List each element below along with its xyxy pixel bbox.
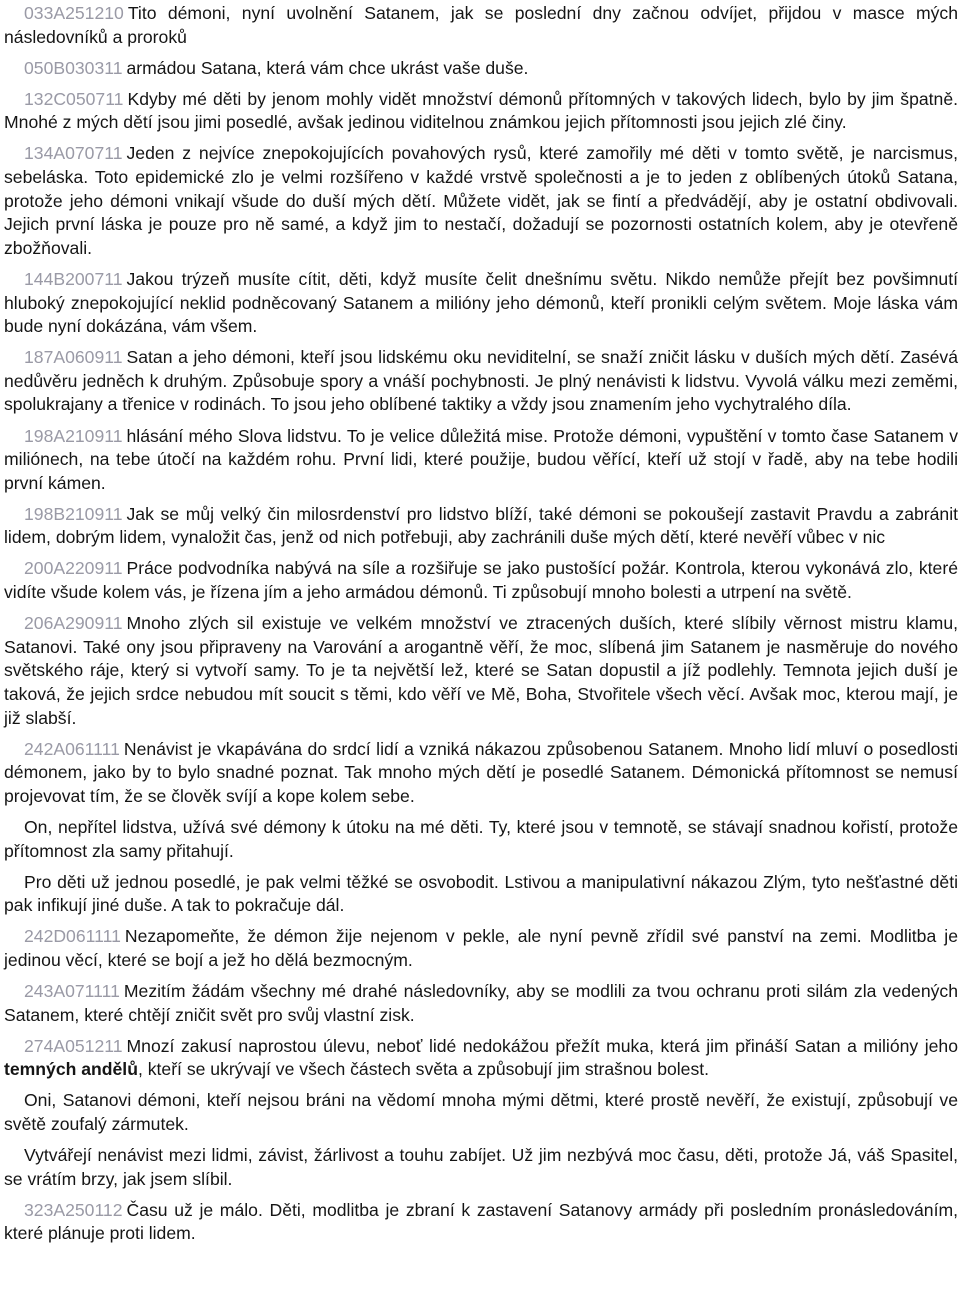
paragraph: [4, 980, 958, 1027]
paragraph-text-continued: , kteří se ukrývají ve všech částech světa a způsobují jim strašnou bolest.: [137, 1059, 710, 1080]
bold-phrase: temných andělů: [4, 1059, 138, 1080]
message-code: 187A060911: [24, 347, 123, 368]
paragraph: [4, 738, 958, 809]
document-page: [4, 2, 958, 1253]
message-code: 050B030311: [24, 57, 123, 78]
message-code: 198A210911: [24, 425, 123, 446]
message-code: 144B200711: [24, 268, 123, 289]
paragraph: [4, 925, 958, 972]
message-code: 274A051211: [24, 1035, 123, 1056]
paragraph: [4, 346, 958, 417]
paragraph-text: Satan a jeho démoni, kteří jsou lidskému oku neviditelní, se snaží zničit lásku v duších mých dětí. Zasévá nedůvěru jedněch k druhým. Způsobuje spory a vnáší pochybnosti. Je plný nenávisti k lidstvu. Vyvolá válku mezi zeměmi, spolukrajany a třenice v rodinách. To jsou jeho oblíbené taktiky a vždy jsou znamením jeho vychytralého díla.: [4, 347, 958, 415]
paragraph-text: Jak se můj velký čin milosrdenství pro lidstvo blíží, také démoni se pokoušejí zastavit Pravdu a zabránit lidem, dobrým lidem, vynaložit čas, jenž od nich potřebuji, aby zachránili duše mých dětí, které nevěří vůbec v nic: [4, 503, 958, 548]
paragraph: [4, 557, 958, 604]
paragraph-text: Práce podvodníka nabývá na síle a rozšiřuje se jako pustošící požár. Kontrola, kterou vykonává zlo, které vidíte všude kolem vás, je řízena jím a jeho armádou démonů. Ti způsobují mnoho bolesti a utrpení na světě.: [4, 558, 958, 603]
paragraph-text: hlásání mého Slova lidstvu. To je velice důležitá mise. Protože démoni, vypuštění v tomto čase Satanem v miliónech, na tebe útočí na každém rohu. První lidi, které použije, budou věřící, kteří už stojí v řadě, aby na tebe hodili první kámen.: [4, 425, 958, 493]
message-code: 242A061111: [24, 738, 120, 759]
message-code: 242D061111: [24, 926, 121, 947]
paragraph-text: Oni, Satanovi démoni, kteří nejsou bráni na vědomí mnoha mými dětmi, které prostě nevěří, že existují, způsobují ve světě zoufalý zármutek.: [4, 1090, 958, 1134]
paragraph-text: armádou Satana, která vám chce ukrást vaše duše.: [126, 57, 529, 78]
paragraph: [4, 88, 958, 135]
paragraph-text: On, nepřítel lidstva, užívá své démony k útoku na mé děti. Ty, které jsou v temnotě, se stávají snadnou kořistí, protože přítomnost zla samy přitahují.: [4, 816, 958, 861]
paragraph-text: Jeden z nejvíce znepokojujících povahových rysů, které zamořily mé děti v tomto světě, je narcismus, sebeláska. Toto epidemické zlo je velmi rozšířeno v každé vrstvě společnosti a je to jeden z oblíbených útoků Satana, protože jeho démoni vnikají všude do duší mých dětí. Můžete vidět, jak se fintí a předvádějí, aby je ostatní obdivovali. Jejich první láska je pouze pro ně samé, a když jim to nestačí, dožadují se pozornosti ostatních kolem, aby je otevřeně zbožňovali.: [4, 143, 958, 258]
paragraph-text: Mezitím žádám všechny mé drahé následovníky, aby se modlili za tvou ochranu proti silám zla vedených Satanem, které chtějí zničit svět pro svůj vlastní zisk.: [4, 980, 958, 1025]
message-code: 134A070711: [24, 143, 123, 164]
paragraph-text: Kdyby mé děti by jenom mohly vidět množství démonů přítomných v takových lidech, bylo by jim špatně. Mnohé z mých dětí jsou jimi posedlé, avšak jedinou viditelnou známkou jejich přítomnosti jsou jejich zlé činy.: [4, 88, 958, 133]
message-code: 200A220911: [24, 558, 123, 579]
paragraph: [4, 1089, 958, 1136]
message-code: 323A250112: [24, 1199, 123, 1220]
message-code: 243A071111: [24, 980, 120, 1001]
paragraph-text: Jakou trýzeň musíte cítit, děti, když musíte čelit dnešnímu světu. Nikdo nemůže přejít bez povšimnutí hluboký znepokojující neklid podněcovaný Satanem a milióny jeho démonů, kteří pronikli celým světem. Moje láska vám bude nyní dokázána, vám všem.: [4, 268, 958, 337]
message-code: 033A251210: [24, 3, 124, 23]
paragraph: [4, 1199, 958, 1246]
paragraph-text: Mnoho zlých sil existuje ve velkém množství ve ztracených duších, které slíbily věrnost mistru klamu, Satanovi. Také ony jsou připraveny na Varování a arogantně věří, že moc, slíbená jim Satanem je nasměruje do nového světského ráje, který si vytvoří samy. To je ta největší lež, které se Satan dopustil a jíž podlehly. Temnota jejich duší je taková, že jejich srdce nebudou mít soucit s těmi, kdo věří ve Mě, Boha, Stvořitele všech věcí. Avšak moc, kterou mají, je již slabší.: [4, 613, 958, 728]
paragraph: [4, 142, 958, 260]
message-code: 198B210911: [24, 503, 123, 524]
paragraph-text: Nenávist je vkapávána do srdcí lidí a vzniká nákazou způsobenou Satanem. Mnoho lidí mluví o posedlosti démonem, jako by to bylo snadné poznat. Tak mnoho mých dětí je posedlé Satanem. Démonická přítomnost se nemusí projevovat tím, že se člověk svíjí a kope kolem sebe.: [4, 738, 958, 806]
paragraph: [4, 816, 958, 863]
paragraph: [4, 2, 958, 49]
paragraph-text: Času už je málo. Děti, modlitba je zbraní k zastavení Satanovy armády při posledním pronásledováním, které plánuje proti lidem.: [4, 1199, 958, 1244]
message-code: 206A290911: [24, 613, 123, 634]
paragraph-text: Vytvářejí nenávist mezi lidmi, závist, žárlivost a touhu zabíjet. Už jim nezbývá moc času, děti, protože Já, váš Spasitel, se vrátím brzy, jak jsem slíbil.: [4, 1145, 958, 1189]
paragraph: [4, 1035, 958, 1082]
paragraph: [4, 1144, 958, 1191]
paragraph-text: Tito démoni, nyní uvolnění Satanem, jak se poslední dny začnou odvíjet, přijdou v masce mých následovníků a proroků: [4, 3, 958, 47]
paragraph: [4, 57, 958, 81]
paragraph-text: Nezapomeňte, že démon žije nejenom v pekle, ale nyní pevně zřídil své panství na zemi. Modlitba je jedinou věcí, které se bojí a jež ho dělá bezmocným.: [4, 926, 958, 970]
paragraph: [4, 268, 958, 339]
message-code: 132C050711: [24, 88, 124, 109]
paragraph: [4, 612, 958, 730]
paragraph-text: Pro děti už jednou posedlé, je pak velmi těžké se osvobodit. Lstivou a manipulativní nákazou Zlým, tyto nešťastné děti pak infikují jiné duše. A tak to pokračuje dál.: [4, 871, 958, 916]
paragraph: [4, 425, 958, 496]
paragraph: [4, 871, 958, 918]
paragraph-text: Mnozí zakusí naprostou úlevu, neboť lidé nedokážou přežít muka, která jim přináší Satan a milióny jeho: [126, 1035, 958, 1056]
paragraph: [4, 503, 958, 550]
